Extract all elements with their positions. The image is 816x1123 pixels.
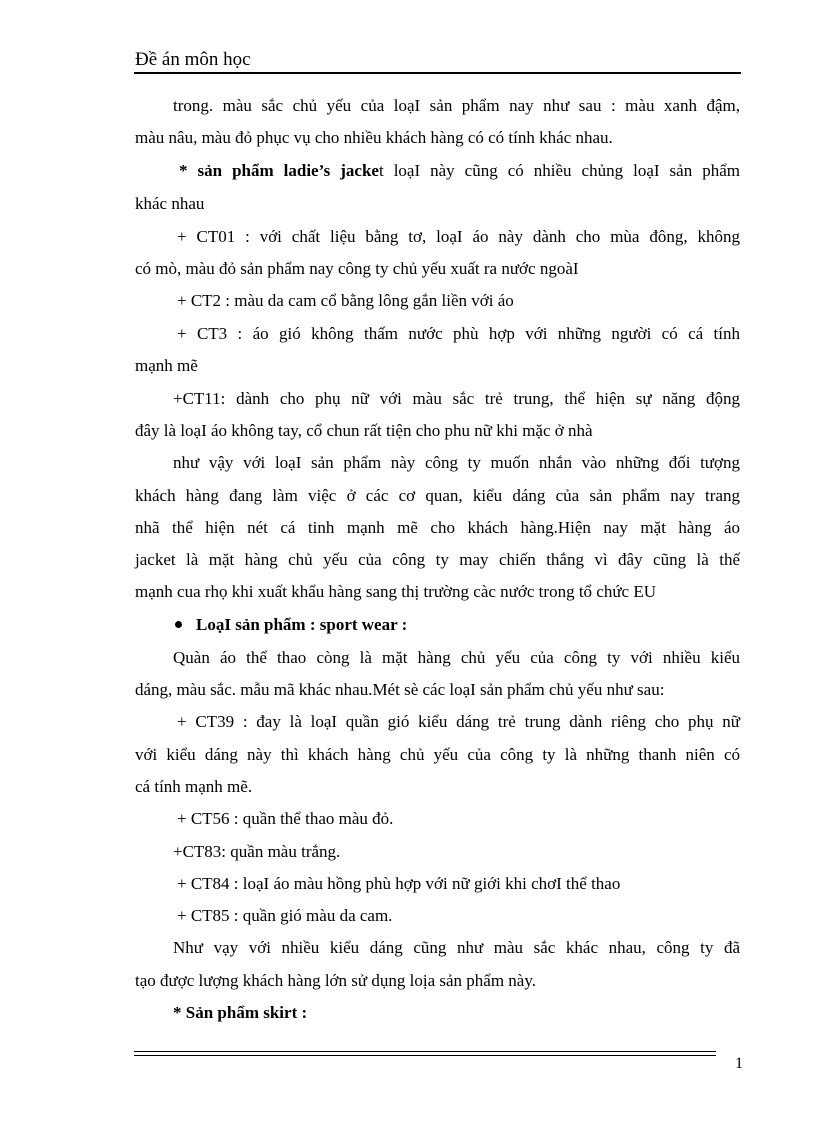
paragraph-line: + CT84 : loạI áo màu hồng phù hợp với nữ giới khi chơI thể thao bbox=[177, 874, 621, 893]
paragraph-line: + CT39 : đay là loạI quần gió kiểu dáng trẻ trung dành riêng cho phụ nữ bbox=[177, 712, 740, 731]
paragraph-line: có mò, màu đỏ sản phẩm nay công ty chủ yếu xuất ra nước ngoàI bbox=[135, 259, 579, 278]
paragraph-line: trong. màu sắc chủ yếu của loạI sản phẩm nay như sau : màu xanh đậm, bbox=[173, 96, 740, 115]
paragraph-line: + CT56 : quần thể thao màu đỏ. bbox=[177, 809, 394, 828]
bullet-icon bbox=[175, 621, 182, 628]
paragraph-line bbox=[179, 160, 740, 182]
paragraph-line: + CT85 : quần gió màu da cam. bbox=[177, 906, 393, 925]
page-number: 1 bbox=[735, 1055, 743, 1072]
paragraph-line: dáng, màu sắc. mẫu mã khác nhau.Mét sè các loạI sản phẩm chủ yếu như sau: bbox=[135, 680, 665, 699]
paragraph-line: + CT01 : với chất liệu bằng tơ, loạI áo này dành cho mùa đông, không bbox=[177, 227, 740, 246]
paragraph-line: nhã thể hiện nét cá tinh mạnh mẽ cho khách hàng.Hiện nay mặt hàng áo bbox=[135, 518, 740, 537]
paragraph-line: đây là loạI áo không tay, cổ chun rất tiện cho phu nữ khi mặc ở nhà bbox=[135, 421, 593, 440]
footer-divider bbox=[134, 1051, 716, 1052]
paragraph-line: như vậy với loạI sản phẩm này công ty muốn nhắn vào những đối tượng bbox=[173, 453, 740, 472]
paragraph-line: Quàn áo thể thao còng là mặt hàng chủ yếu của công ty với nhiều kiểu bbox=[173, 648, 740, 667]
paragraph-text: t loạI này cũng có nhiều chủng loạI sản phẩm bbox=[378, 161, 740, 180]
bullet-heading-sport-wear bbox=[135, 614, 740, 636]
paragraph-line: + CT3 : áo gió không thấm nước phù hợp với những người có cá tính bbox=[177, 324, 740, 343]
paragraph-line: jacket là mặt hàng chủ yếu của công ty may chiến thắng vì đây cũng là thế bbox=[135, 550, 740, 569]
paragraph-line: tạo được lượng khách hàng lớn sử dụng loịa sản phẩm này. bbox=[135, 971, 536, 990]
footer-divider bbox=[134, 1055, 716, 1056]
paragraph-line: + CT2 : màu da cam cổ bằng lông gắn liền với áo bbox=[177, 291, 514, 310]
page-header-title: Đề án môn học bbox=[135, 49, 251, 70]
product-heading-skirt: * Sản phẩm skirt : bbox=[173, 1003, 308, 1022]
paragraph-line: +CT11: dành cho phụ nữ với màu sắc trẻ trung, thể hiện sự năng động bbox=[173, 389, 740, 408]
paragraph-line: Như vạy với nhiều kiểu dáng cũng như màu sắc khác nhau, công ty đã bbox=[173, 938, 740, 957]
paragraph-line: khách hàng đang làm việc ở các cơ quan, kiểu dáng của sản phẩm nay trang bbox=[135, 486, 740, 505]
paragraph-line: khác nhau bbox=[135, 194, 205, 213]
paragraph-line: với kiểu dáng này thì khách hàng chủ yếu của công ty là những thanh niên có bbox=[135, 745, 740, 764]
product-heading-ladies-jacket: * sản phẩm ladie’s jacke bbox=[179, 161, 379, 180]
header-divider bbox=[134, 72, 741, 74]
paragraph-line: màu nâu, màu đỏ phục vụ cho nhiều khách hàng có có tính khác nhau. bbox=[135, 128, 613, 147]
paragraph-line: +CT83: quần màu trắng. bbox=[173, 842, 341, 861]
paragraph-line: mạnh mẽ bbox=[135, 356, 198, 375]
paragraph-line: cá tính mạnh mẽ. bbox=[135, 777, 253, 796]
paragraph-line: mạnh cua rhọ khi xuất khẩu hàng sang thị trường càc nước trong tổ chức EU bbox=[135, 582, 657, 601]
bullet-heading-text: LoạI sản phẩm : sport wear : bbox=[196, 615, 408, 634]
